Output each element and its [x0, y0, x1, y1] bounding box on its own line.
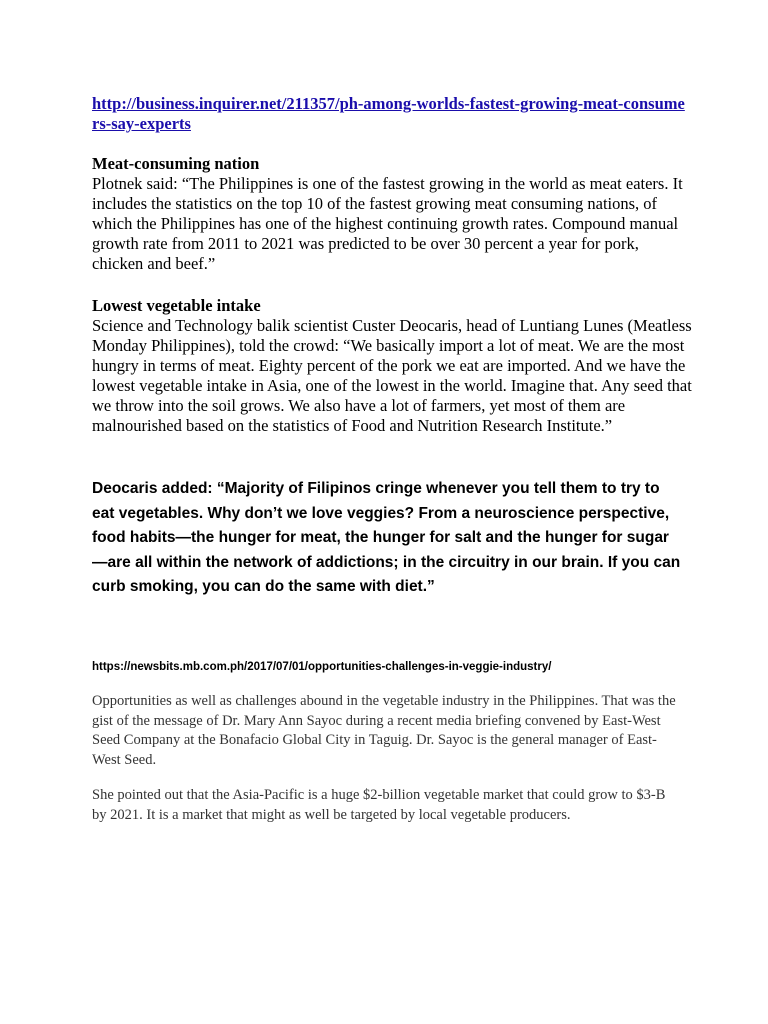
heading-meat-consuming-nation: Meat-consuming nation [92, 154, 260, 173]
source-link-newsbits[interactable]: https://newsbits.mb.com.ph/2017/07/01/opportunities-challenges-in-veggie-industry/ [92, 661, 552, 673]
paragraph-deocaris-quote [92, 316, 692, 436]
paragraph-text: Plotnek said: “The Philippines is one of the fastest growing in the world as meat eaters. It includes the statistics on the top 10 of the fastest growing meat consuming nations, of which the Philippines has one of the highest continuing growth rates. Compound manual growth rate from 2011 to 2021 was predicted to be over 30 percent a year for pork, chicken and beef.” [92, 174, 683, 273]
source-link-inquirer[interactable]: http://business.inquirer.net/211357/ph-among-worlds-fastest-growing-meat-consumers-say-experts [92, 94, 685, 133]
paragraph-plotnek-quote [92, 174, 692, 274]
article-paragraph-opportunities: Opportunities as well as challenges abound in the vegetable industry in the Philippines. That was the gist of the message of Dr. Mary Ann Sayoc during a recent media briefing convened by East-West Seed Company at the Bonafacio Global City in Taguig. Dr. Sayoc is the general manager of East-West Seed. [92, 693, 676, 768]
heading-lowest-vegetable-intake: Lowest vegetable intake [92, 296, 261, 315]
article-paragraph-market: She pointed out that the Asia-Pacific is a huge $2-billion vegetable market that could grow to $3-B by 2021. It is a market that might as well be targeted by local vegetable producers. [92, 787, 666, 823]
paragraph-deocaris-added: Deocaris added: “Majority of Filipinos cringe whenever you tell them to try to eat vegetables. Why don’t we love veggies? From a neuroscience perspective, food habits—the hunger for meat, the hunger for salt and the hunger for sugar—are all within the network of addictions; in the circuitry in our brain. If you can curb smoking, you can do the same with diet.” [92, 480, 681, 595]
paragraph-text: Science and Technology balik scientist Custer Deocaris, head of Luntiang Lunes (Meatless Monday Philippines), told the crowd: “We basically import a lot of meat. We are the most hungry in terms of meat. Eighty percent of the pork we eat are imported. And we have the lowest vegetable intake in Asia, one of the lowest in the world. Imagine that. Any seed that we throw into the soil grows. We also have a lot of farmers, yet most of them are malnourished based on the statistics of Food and Nutrition Research Institute.” [92, 316, 692, 435]
